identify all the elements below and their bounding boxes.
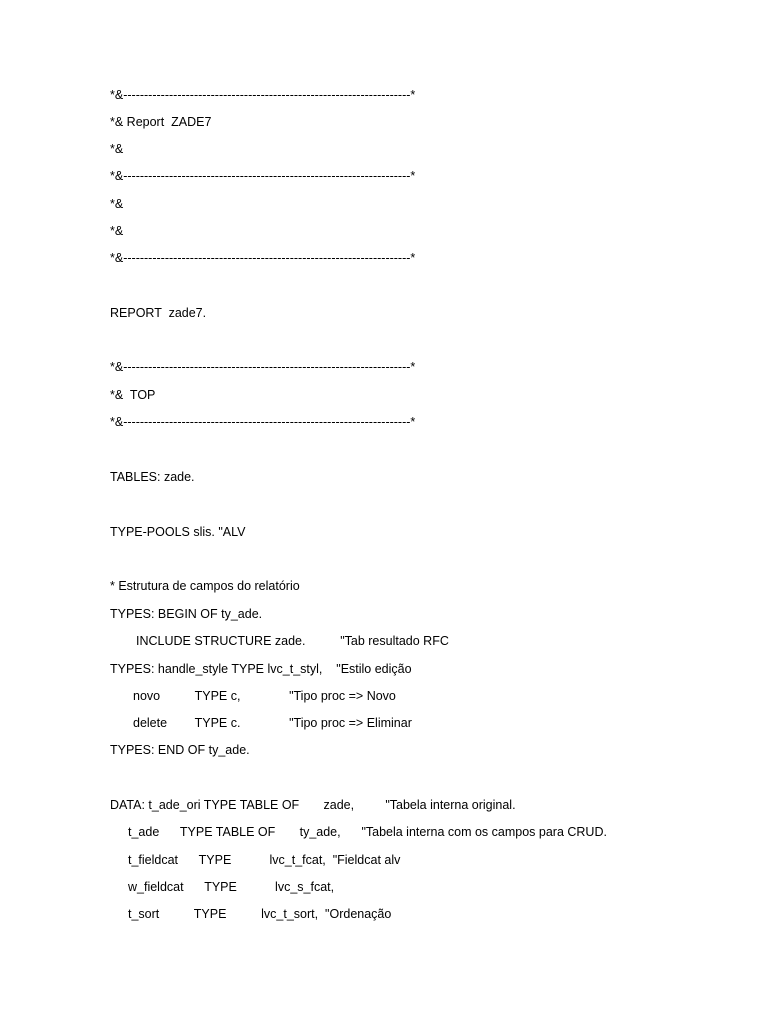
data-t-ade-ori: DATA: t_ade_ori TYPE TABLE OF zade, "Tabela interna original. xyxy=(110,798,516,812)
comment-divider: *&---------------------------------------------------------------------* xyxy=(110,88,416,102)
comment-divider: *&---------------------------------------------------------------------* xyxy=(110,360,416,374)
comment-line: *& xyxy=(110,197,124,211)
comment-structure: * Estrutura de campos do relatório xyxy=(110,579,300,593)
comment-line: *& xyxy=(110,224,124,238)
field-delete: delete TYPE c. "Tipo proc => Eliminar xyxy=(133,716,412,730)
field-novo: novo TYPE c, "Tipo proc => Novo xyxy=(133,689,396,703)
comment-divider: *&---------------------------------------------------------------------* xyxy=(110,251,416,265)
comment-report: *& Report ZADE7 xyxy=(110,115,212,129)
types-end: TYPES: END OF ty_ade. xyxy=(110,743,250,757)
data-w-fieldcat: w_fieldcat TYPE lvc_s_fcat, xyxy=(128,880,335,894)
data-t-ade: t_ade TYPE TABLE OF ty_ade, "Tabela interna com os campos para CRUD. xyxy=(128,825,607,839)
comment-divider: *&---------------------------------------------------------------------* xyxy=(110,169,416,183)
comment-top: *& TOP xyxy=(110,388,156,402)
type-pools-statement: TYPE-POOLS slis. "ALV xyxy=(110,525,246,539)
types-begin: TYPES: BEGIN OF ty_ade. xyxy=(110,607,263,621)
data-t-sort: t_sort TYPE lvc_t_sort, "Ordenação xyxy=(128,907,392,921)
tables-statement: TABLES: zade. xyxy=(110,470,195,484)
comment-divider: *&---------------------------------------------------------------------* xyxy=(110,415,416,429)
types-handle-style: TYPES: handle_style TYPE lvc_t_styl, "Estilo edição xyxy=(110,662,412,676)
comment-line: *& xyxy=(110,142,124,156)
report-statement: REPORT zade7. xyxy=(110,306,207,320)
include-structure: INCLUDE STRUCTURE zade. "Tab resultado RFC xyxy=(136,634,449,648)
data-t-fieldcat: t_fieldcat TYPE lvc_t_fcat, "Fieldcat alv xyxy=(128,853,401,867)
